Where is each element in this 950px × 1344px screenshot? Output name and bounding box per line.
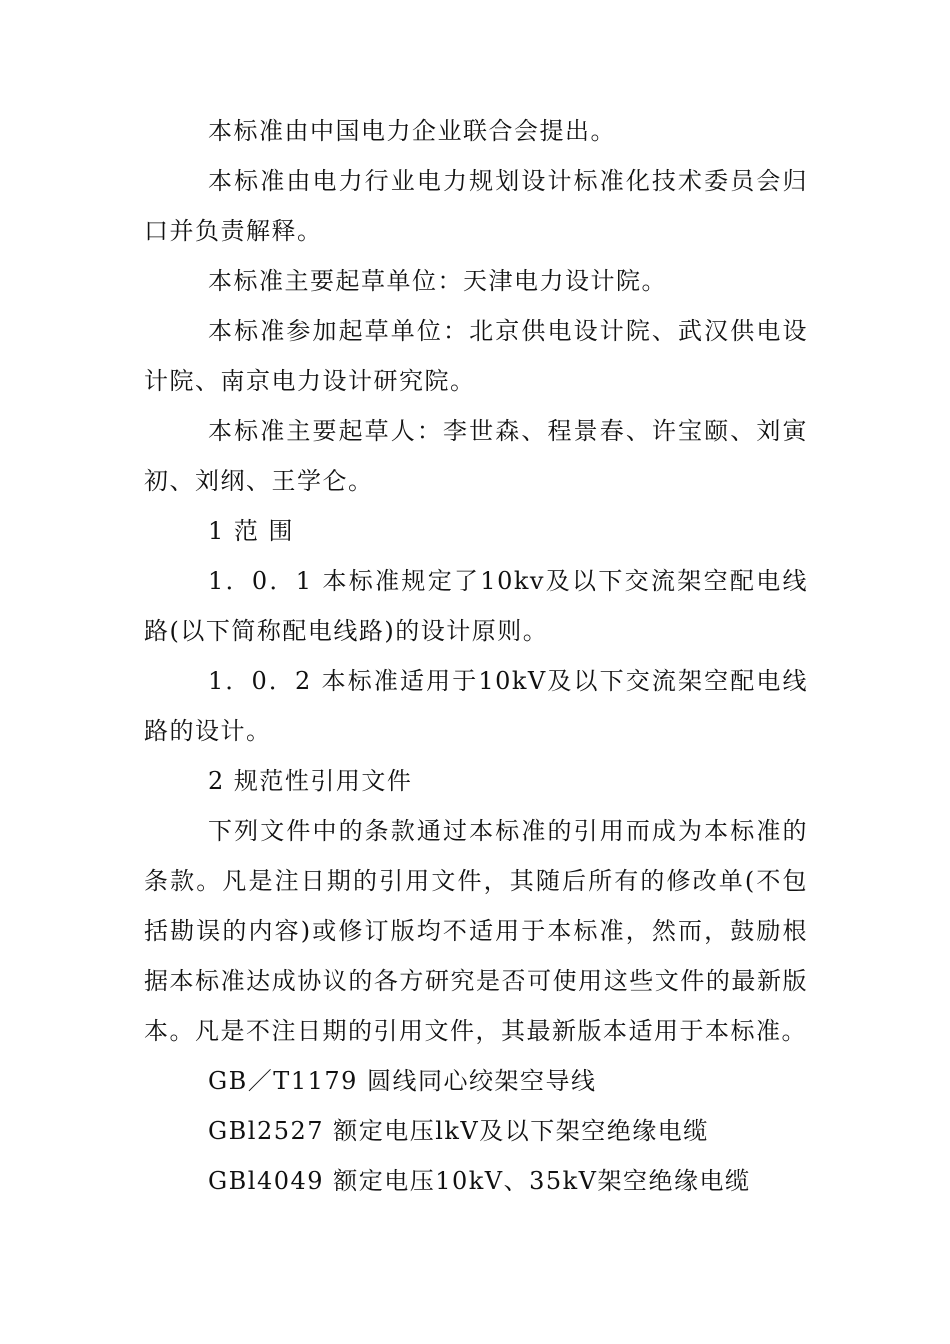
reference-gb12527: GBl2527 额定电压lkV及以下架空绝缘电缆	[208, 1117, 709, 1145]
clause-1-0-1: 1．0．1 本标准规定了10kv及以下交流架空配电线路(以下简称配电线路)的设计原则。	[144, 567, 808, 645]
document-body	[144, 106, 808, 1206]
reference-gb-t1179: GB／T1179 圆线同心绞架空导线	[208, 1067, 597, 1095]
paragraph-responsible-committee: 本标准由电力行业电力规划设计标准化技术委员会归口并负责解释。	[144, 167, 808, 245]
reference-gb14049: GBl4049 额定电压10kV、35kV架空绝缘电缆	[208, 1167, 751, 1195]
section-heading-scope: 1 范 围	[208, 517, 295, 545]
paragraph-participating-units: 本标准参加起草单位：北京供电设计院、武汉供电设计院、南京电力设计研究院。	[144, 317, 808, 395]
paragraph-proposer: 本标准由中国电力企业联合会提出。	[208, 117, 616, 145]
paragraph-drafters: 本标准主要起草人：李世森、程景春、许宝颐、刘寅初、刘纲、王学仑。	[144, 417, 808, 495]
clause-1-0-2: 1．0．2 本标准适用于10kV及以下交流架空配电线路的设计。	[144, 667, 808, 745]
paragraph-references-intro: 下列文件中的条款通过本标准的引用而成为本标准的条款。凡是注日期的引用文件，其随后所有的修改单(不包括勘误的内容)或修订版均不适用于本标准，然而，鼓励根据本标准达成协议的各方研究是否可使用这些文件的最新版本。凡是不注日期的引用文件，其最新版本适用于本标准。	[144, 817, 808, 1045]
paragraph-main-drafting-unit: 本标准主要起草单位：天津电力设计院。	[208, 267, 667, 295]
section-heading-normative-references: 2 规范性引用文件	[208, 767, 413, 795]
